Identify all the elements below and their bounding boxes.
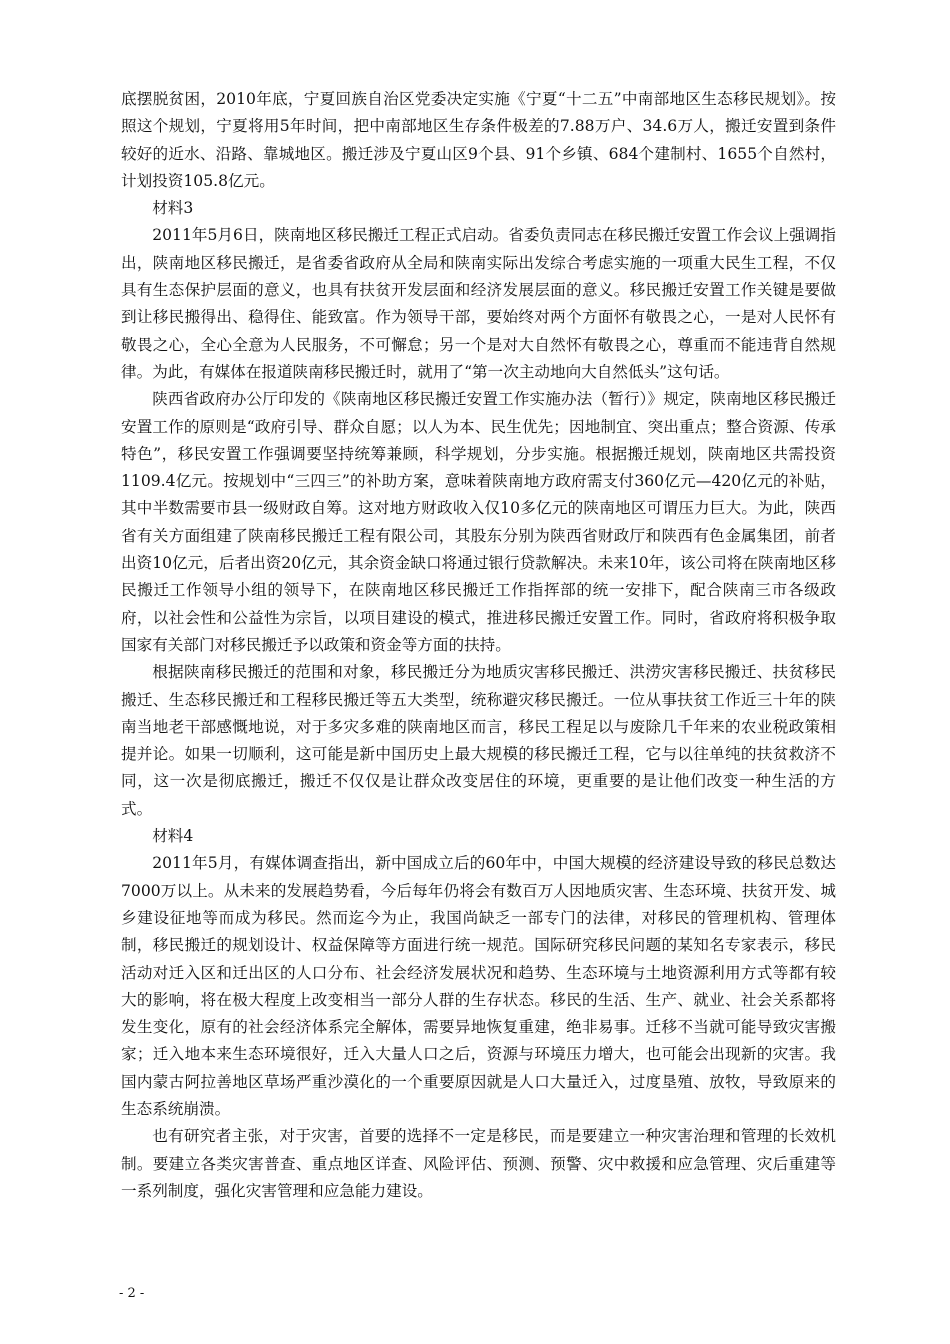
- paragraph-relocation-types: 根据陕南移民搬迁的范围和对象，移民搬迁分为地质灾害移民搬迁、洪涝灾害移民搬迁、扶贫移民搬迁、生态移民搬迁和工程移民搬迁等五大类型，统称避灾移民搬迁。一位从事扶贫工作近三十年的陕南当地老干部感慨地说，对于多灾多难的陕南地区而言，移民工程足以与废除几千年来的农业税政策相提并论。如果一切顺利，这可能是新中国历史上最大规模的移民搬迁工程，它与以往单纯的扶贫救济不同，这一次是彻底搬迁，搬迁不仅仅是让群众改变居住的环境，更重要的是让他们改变一种生活的方式。: [121, 663, 836, 818]
- paragraph-shaanxi-launch: 2011年5月6日，陕南地区移民搬迁工程正式启动。省委负责同志在移民搬迁安置工作会议上强调指出，陕南地区移民搬迁，是省委省政府从全局和陕南实际出发综合考虑实施的一项重大民生工程，不仅具有生态保护层面的意义，也具有扶贫开发层面和经济发展层面的意义。移民搬迁安置工作关键是要做到让移民搬得出、稳得住、能致富。作为领导干部，要始终对两个方面怀有敬畏之心，一是对人民怀有敬畏之心，全心全意为人民服务，不可懈怠；另一个是对大自然怀有敬畏之心，尊重而不能违背自然规律。为此，有媒体在报道陕南移民搬迁时，就用了“第一次主动地向大自然低头”这句话。: [121, 226, 836, 381]
- paragraph-continuation: 底摆脱贫困，2010年底，宁夏回族自治区党委决定实施《宁夏“十二五”中南部地区生态移民规划》。按照这个规划，宁夏将用5年时间，把中南部地区生存条件极差的7.88万户、34.6万人，搬迁安置到条件较好的近水、沿路、靠城地区。搬迁涉及宁夏山区9个县、91个乡镇、684个建制村、1655个自然村，计划投资105.8亿元。: [121, 90, 836, 190]
- section-heading-material-3: 材料3: [152, 199, 194, 218]
- paragraph-disaster-management: 也有研究者主张，对于灾害，首要的选择不一定是移民，而是要建立一种灾害治理和管理的长效机制。要建立各类灾害普查、重点地区详查、风险评估、预测、预警、灾中救援和应急管理、灾后重建等一系列制度，强化灾害管理和应急能力建设。: [121, 1127, 836, 1200]
- section-heading-material-4: 材料4: [152, 827, 194, 846]
- paragraph-migration-survey: 2011年5月，有媒体调查指出，新中国成立后的60年中，中国大规模的经济建设导致的移民总数达7000万以上。从未来的发展趋势看，今后每年仍将会有数百万人因地质灾害、生态环境、扶贫开发、城乡建设征地等而成为移民。然而迄今为止，我国尚缺乏一部专门的法律，对移民的管理机构、管理体制，移民搬迁的规划设计、权益保障等方面进行统一规范。国际研究移民问题的某知名专家表示，移民活动对迁入区和迁出区的人口分布、社会经济发展状况和趋势、生态环境与土地资源利用方式等都有较大的影响，将在极大程度上改变相当一部分人群的生存状态。移民的生活、生产、就业、社会关系都将发生变化，原有的社会经济体系完全解体，需要异地恢复重建，绝非易事。迁移不当就可能导致灾害搬家；迁入地本来生态环境很好，迁入大量人口之后，资源与环境压力增大，也可能会出现新的灾害。我国内蒙古阿拉善地区草场严重沙漠化的一个重要原因就是人口大量迁入，过度垦殖、放牧，导致原来的生态系统崩溃。: [121, 854, 836, 1118]
- document-body: [121, 86, 836, 1205]
- page-number: - 2 -: [119, 1286, 145, 1301]
- paragraph-shaanxi-measures: 陕西省政府办公厅印发的《陕南地区移民搬迁安置工作实施办法（暂行）》规定，陕南地区移民搬迁安置工作的原则是“政府引导、群众自愿；以人为本、民生优先；因地制宜、突出重点；整合资源、传承特色”，移民安置工作强调要坚持统筹兼顾，科学规划，分步实施。根据搬迁规划，陕南地区共需投资1109.4亿元。按规划中“三四三”的补助方案，意味着陕南地方政府需支付360亿元—420亿元的补贴，其中半数需要市县一级财政自筹。这对地方财政收入仅10多亿元的陕南地区可谓压力巨大。为此，陕西省有关方面组建了陕南移民搬迁工程有限公司，其股东分别为陕西省财政厅和陕西有色金属集团，前者出资10亿元，后者出资20亿元，其余资金缺口将通过银行贷款解决。未来10年，该公司将在陕南地区移民搬迁工作领导小组的领导下，在陕南地区移民搬迁工作指挥部的统一安排下，配合陕南三市各级政府，以社会性和公益性为宗旨，以项目建设的模式，推进移民搬迁安置工作。同时，省政府将积极争取国家有关部门对移民搬迁予以政策和资金等方面的扶持。: [121, 390, 836, 654]
